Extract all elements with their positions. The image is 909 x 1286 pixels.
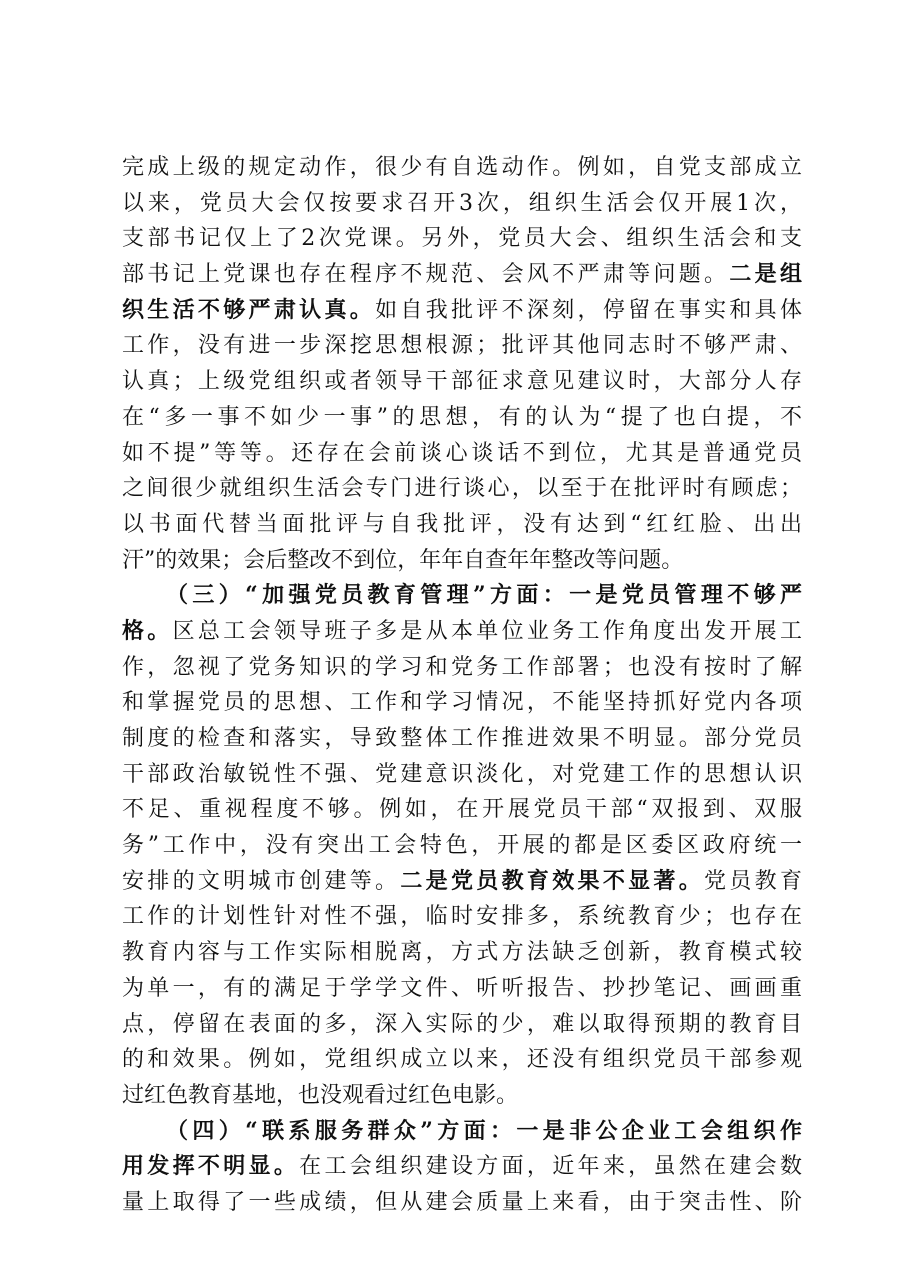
bold-text-segment: 二是组 (729, 261, 802, 288)
text-line (122, 685, 802, 721)
text-segment: 之间很少就组织生活会专门进行谈心，以至于在批评时有顾虑； (122, 476, 802, 502)
text-line (122, 400, 802, 436)
text-line (122, 1042, 802, 1078)
text-line (122, 899, 802, 935)
text-segment: 在工会组织建设方面，近年来，虽然在建会数 (299, 1154, 802, 1180)
bold-text-segment: （四）“联系服务群众”方面：一是非公企业工会组织作 (166, 1117, 802, 1144)
text-line (122, 757, 802, 793)
text-line (122, 293, 802, 329)
text-line (122, 150, 802, 186)
text-segment: 量上取得了一些成绩，但从建会质量上来看，由于突击性、阶 (122, 1189, 802, 1215)
text-line (122, 578, 802, 614)
text-segment: 不足、重视程度不够。例如，在开展党员干部“双报到、双服 (122, 797, 802, 823)
text-line (122, 436, 802, 472)
text-segment: 安排的文明城市创建等。 (122, 868, 401, 894)
text-segment: 在“多一事不如少一事”的思想，有的认为“提了也白提，不 (122, 404, 802, 430)
text-segment: 完成上级的规定动作，很少有自选动作。例如，自党支部成立 (122, 155, 802, 180)
bold-text-segment: 用发挥不明显。 (122, 1153, 300, 1180)
text-segment: 过红色教育基地，也没观看过红色电影。 (122, 1082, 519, 1108)
document-body (122, 150, 802, 1221)
text-segment: 为单一，有的满足于学学文件、听听报告、抄抄笔记、画画重 (122, 975, 802, 1001)
text-segment: 汗”的效果；会后整改不到位，年年自查年年整改等问题。 (122, 547, 684, 573)
text-line (122, 828, 802, 864)
text-segment: 和掌握党员的思想、工作和学习情况，不能坚持抓好党内各项 (122, 690, 802, 716)
text-segment: 区总工会领导班子多是从本单位业务工作角度出发开展工 (172, 618, 802, 644)
text-line (122, 1185, 802, 1221)
text-line (122, 721, 802, 757)
text-line (122, 971, 802, 1007)
text-line (122, 864, 802, 900)
text-line (122, 328, 802, 364)
text-segment: 的和效果。例如，党组织成立以来，还没有组织党员干部参观 (122, 1047, 802, 1073)
text-segment: 党员教育 (704, 868, 802, 894)
text-segment: 认真；上级党组织或者领导干部征求意见建议时，大部分人存 (122, 369, 802, 395)
text-segment: 以书面代替当面批评与自我批评，没有达到“红红脸、出出 (122, 511, 802, 537)
text-segment: 工作的计划性针对性不强，临时安排多，系统教育少；也存在 (122, 904, 802, 930)
bold-text-segment: 织生活不够严肃认真。 (122, 296, 376, 323)
text-line (122, 1149, 802, 1185)
text-line (122, 1078, 802, 1114)
bold-text-segment: 二是党员教育效果不显著。 (400, 867, 705, 894)
text-line (122, 614, 802, 650)
text-line (122, 1114, 802, 1150)
text-segment: 如自我批评不深刻，停留在事实和具体 (375, 297, 802, 323)
text-segment: 以来，党员大会仅按要求召开3次，组织生活会仅开展1次， (122, 190, 802, 216)
text-line (122, 1007, 802, 1043)
text-line (122, 471, 802, 507)
bold-text-segment: （三）“加强党员教育管理”方面：一是党员管理不够严 (166, 582, 802, 609)
text-segment: 支部书记仅上了2次党课。另外，党员大会、组织生活会和支 (122, 226, 802, 252)
text-segment: 点，停留在表面的多，深入实际的少，难以取得预期的教育目 (122, 1011, 802, 1037)
text-segment: 作，忽视了党务知识的学习和党务工作部署；也没有按时了解 (122, 654, 802, 680)
text-line (122, 221, 802, 257)
text-segment: 务”工作中，没有突出工会特色，开展的都是区委区政府统一 (122, 833, 802, 859)
text-segment: 部书记上党课也存在程序不规范、会风不严肃等问题。 (122, 262, 730, 288)
text-line (122, 650, 802, 686)
text-segment: 干部政治敏锐性不强、党建意识淡化，对党建工作的思想认识 (122, 761, 802, 787)
bold-text-segment: 格。 (122, 617, 173, 644)
text-segment: 教育内容与工作实际相脱离，方式方法缺乏创新，教育模式较 (122, 940, 802, 966)
text-line (122, 507, 802, 543)
text-line (122, 543, 802, 579)
text-line (122, 364, 802, 400)
text-line (122, 792, 802, 828)
text-line (122, 257, 802, 293)
text-segment: 制度的检查和落实，导致整体工作推进效果不明显。部分党员 (122, 726, 802, 751)
text-line (122, 935, 802, 971)
text-segment: 工作，没有进一步深挖思想根源；批评其他同志时不够严肃、 (122, 333, 802, 359)
text-line (122, 186, 802, 222)
text-segment: 如不提”等等。还存在会前谈心谈话不到位，尤其是普通党员 (122, 440, 802, 466)
